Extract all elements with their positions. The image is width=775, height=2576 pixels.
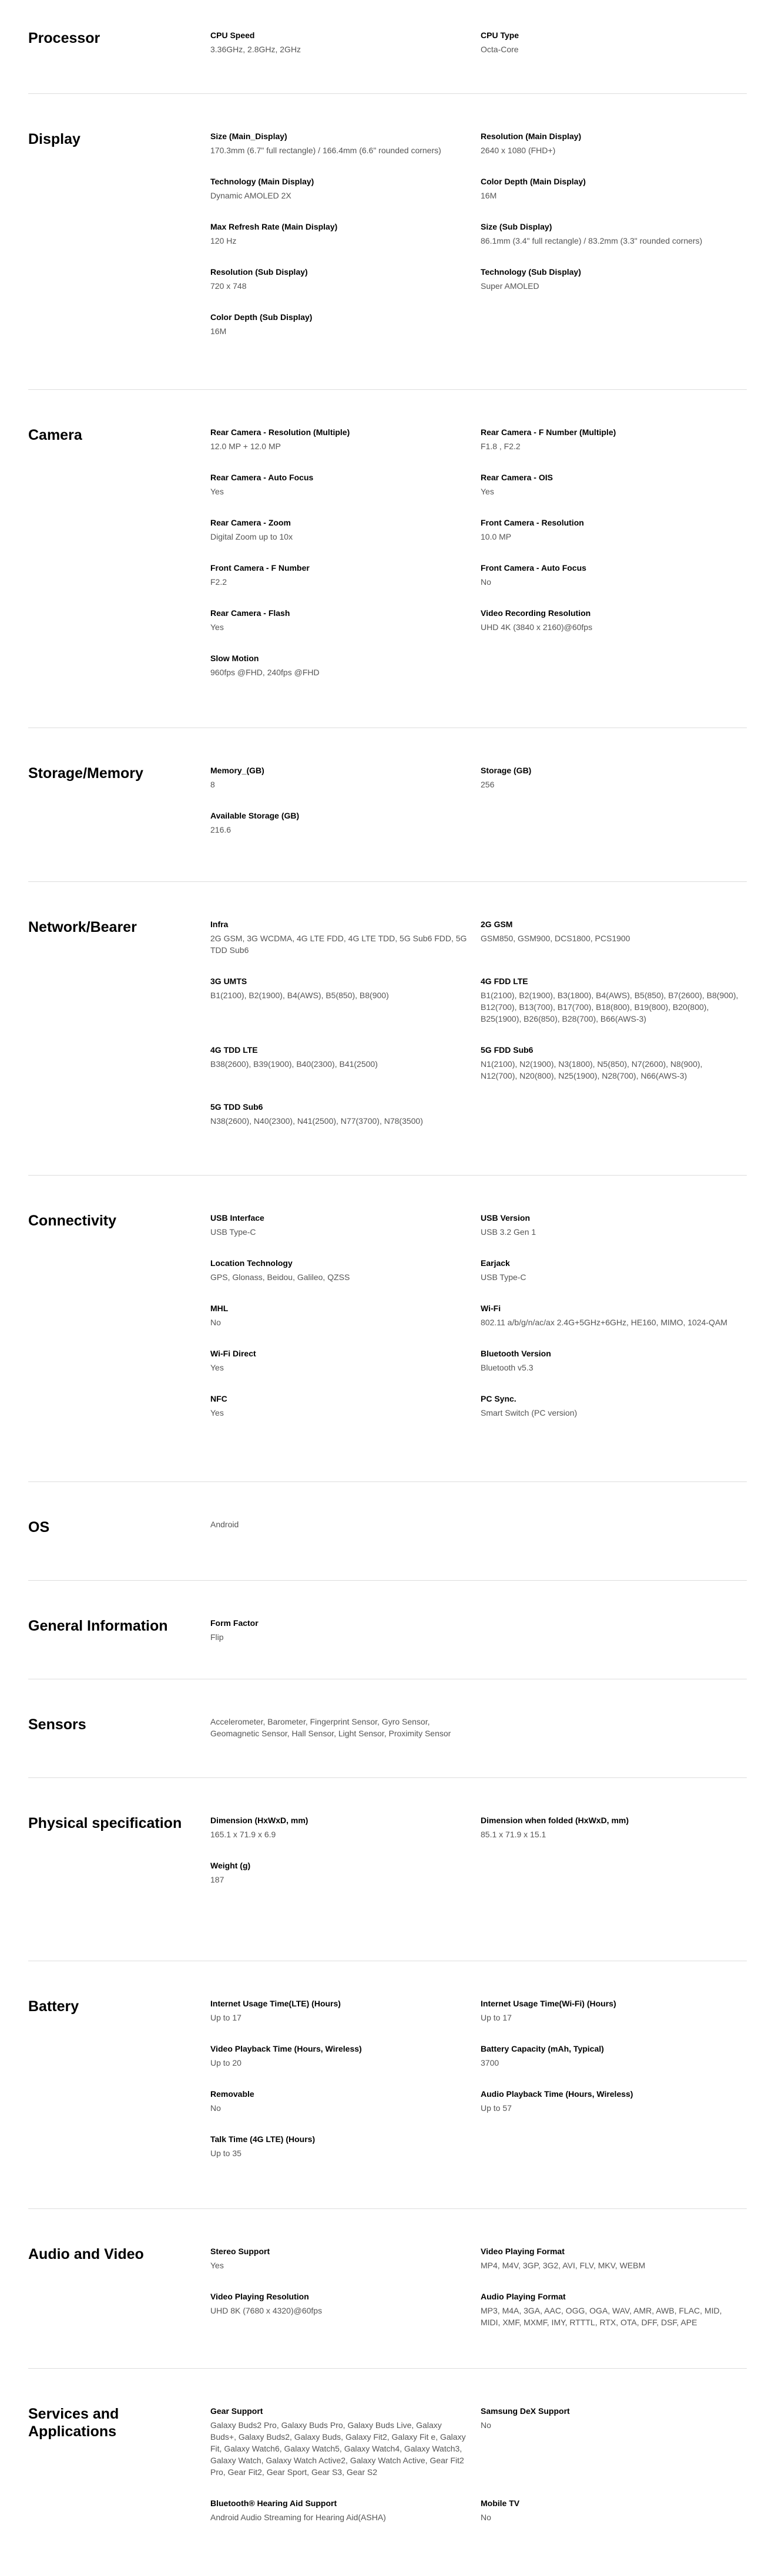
spec-list bbox=[210, 1212, 751, 1481]
spec-item bbox=[210, 311, 481, 356]
spec-value: 2640 x 1080 (FHD+) bbox=[481, 146, 556, 155]
spec-value: 256 bbox=[481, 780, 495, 789]
spec-item bbox=[210, 2405, 481, 2497]
spec-item bbox=[210, 918, 481, 975]
spec-item bbox=[481, 29, 751, 75]
spec-item bbox=[210, 176, 481, 221]
section-display bbox=[28, 94, 747, 390]
spec-label: Rear Camera - Resolution (Multiple) bbox=[210, 427, 350, 437]
spec-value: Up to 57 bbox=[481, 2103, 512, 2113]
spec-value: B1(2100), B2(1900), B3(1800), B4(AWS), B5(850), B7(2600), B8(900), B12(700), B13(700), B17(700), B18(800), B19(800), B20(800), B25(1900), B26(850), B28(700), B66(AWS-3) bbox=[481, 991, 739, 1023]
spec-label: USB Version bbox=[481, 1213, 531, 1223]
spec-label: Weight (g) bbox=[210, 1861, 251, 1870]
spec-item bbox=[481, 1212, 751, 1257]
spec-value: 2G GSM, 3G WCDMA, 4G LTE FDD, 4G LTE TDD, 5G Sub6 FDD, 5G TDD Sub6 bbox=[210, 934, 467, 955]
spec-list bbox=[210, 918, 751, 1175]
spec-label: Dimension (HxWxD, mm) bbox=[210, 1816, 308, 1825]
spec-label: PC Sync. bbox=[481, 1394, 516, 1403]
spec-item bbox=[481, 2405, 751, 2497]
spec-item bbox=[481, 176, 751, 221]
spec-list bbox=[210, 2245, 751, 2368]
spec-item bbox=[210, 1814, 481, 1860]
spec-item bbox=[210, 130, 481, 176]
spec-item bbox=[210, 975, 481, 1044]
spec-value: Super AMOLED bbox=[481, 281, 539, 291]
spec-value: Smart Switch (PC version) bbox=[481, 1408, 578, 1417]
spec-value: No bbox=[481, 2513, 491, 2522]
spec-value: 165.1 x 71.9 x 6.9 bbox=[210, 1830, 276, 1839]
spec-value: USB 3.2 Gen 1 bbox=[481, 1227, 536, 1237]
spec-list bbox=[210, 1518, 747, 1580]
spec-value: Galaxy Buds2 Pro, Galaxy Buds Pro, Galaxy Buds Live, Galaxy Buds+, Galaxy Buds2, Galaxy Buds, Galaxy Fit2, Galaxy Fit e, Galaxy Fit, Galaxy Watch6, Galaxy Watch5, Galaxy Watch4, Galaxy Watch3, Galaxy Watch, Galaxy Watch Active2, Galaxy Watch Active, Gear Fit2 Pro, Gear Fit2, Gear Sport, Gear S3, Gear S2 bbox=[210, 2420, 466, 2477]
spec-value: 187 bbox=[210, 1875, 224, 1884]
spec-value: USB Type-C bbox=[481, 1272, 526, 1282]
spec-value: UHD 4K (3840 x 2160)@60fps bbox=[481, 622, 593, 632]
spec-item bbox=[210, 1617, 481, 1662]
spec-label: Color Depth (Main Display) bbox=[481, 177, 586, 186]
section-storage-memory bbox=[28, 728, 747, 882]
spec-label: Rear Camera - Zoom bbox=[210, 518, 291, 527]
spec-value: Up to 17 bbox=[210, 2013, 241, 2022]
spec-value: GSM850, GSM900, DCS1800, PCS1900 bbox=[481, 934, 630, 943]
spec-value: 16M bbox=[210, 326, 227, 336]
spec-label: Audio Playback Time (Hours, Wireless) bbox=[481, 2089, 633, 2099]
spec-list bbox=[210, 1814, 751, 1961]
spec-label: Rear Camera - F Number (Multiple) bbox=[481, 427, 616, 437]
spec-item bbox=[210, 2497, 481, 2543]
spec-label: Color Depth (Sub Display) bbox=[210, 312, 313, 322]
spec-value: GPS, Glonass, Beidou, Galileo, QZSS bbox=[210, 1272, 350, 1282]
spec-label: Technology (Sub Display) bbox=[481, 267, 581, 277]
spec-value: Android Audio Streaming for Hearing Aid(ASHA) bbox=[210, 2513, 386, 2522]
spec-item bbox=[210, 29, 481, 75]
spec-item bbox=[481, 1998, 751, 2043]
section-title: Network/Bearer bbox=[28, 919, 137, 935]
spec-label: Wi-Fi Direct bbox=[210, 1349, 256, 1358]
spec-label: Audio Playing Format bbox=[481, 2292, 566, 2301]
spec-value: 216.6 bbox=[210, 825, 232, 834]
section-audio-and-video bbox=[28, 2209, 747, 2369]
spec-item bbox=[481, 1257, 751, 1302]
spec-item bbox=[481, 1044, 751, 1101]
spec-item bbox=[481, 2043, 751, 2088]
spec-item bbox=[210, 1998, 481, 2043]
section-physical-specification bbox=[28, 1778, 747, 1961]
spec-item bbox=[481, 517, 751, 562]
spec-item bbox=[481, 765, 751, 810]
spec-item bbox=[210, 2043, 481, 2088]
spec-item bbox=[210, 2291, 481, 2348]
spec-value: 12.0 MP + 12.0 MP bbox=[210, 442, 281, 451]
spec-item bbox=[481, 1302, 751, 1348]
spec-item bbox=[481, 2088, 751, 2133]
spec-label: Bluetooth® Hearing Aid Support bbox=[210, 2498, 337, 2508]
spec-value: USB Type-C bbox=[210, 1227, 256, 1237]
spec-value: 3700 bbox=[481, 2058, 499, 2067]
spec-value: 85.1 x 71.9 x 15.1 bbox=[481, 1830, 546, 1839]
spec-label: Internet Usage Time(Wi-Fi) (Hours) bbox=[481, 1999, 616, 2008]
section-general-information bbox=[28, 1581, 747, 1679]
spec-item bbox=[210, 221, 481, 266]
section-title: Battery bbox=[28, 1998, 79, 2015]
spec-value: Accelerometer, Barometer, Fingerprint Sensor, Gyro Sensor, Geomagnetic Sensor, Hall Sensor, Light Sensor, Proximity Sensor bbox=[210, 1717, 451, 1738]
spec-item bbox=[481, 2291, 751, 2348]
spec-sections bbox=[28, 0, 747, 2541]
spec-item bbox=[481, 975, 751, 1044]
spec-item bbox=[210, 765, 481, 810]
spec-value: 16M bbox=[481, 191, 497, 200]
section-os bbox=[28, 1482, 747, 1581]
section-title: Processor bbox=[28, 30, 100, 46]
spec-item bbox=[481, 266, 751, 311]
section-network-bearer bbox=[28, 882, 747, 1176]
spec-label: MHL bbox=[210, 1304, 229, 1313]
spec-value: No bbox=[481, 2420, 491, 2430]
spec-label: Form Factor bbox=[210, 1618, 259, 1628]
spec-label: Wi-Fi bbox=[481, 1304, 501, 1313]
spec-label: Stereo Support bbox=[210, 2247, 270, 2256]
spec-item bbox=[210, 1518, 481, 1550]
spec-item bbox=[210, 562, 481, 607]
spec-item bbox=[481, 1393, 751, 1438]
spec-list bbox=[210, 765, 751, 881]
spec-value: Yes bbox=[210, 1408, 224, 1417]
spec-item bbox=[210, 1860, 481, 1905]
spec-item bbox=[210, 426, 481, 472]
spec-item bbox=[210, 1302, 481, 1348]
spec-item bbox=[481, 472, 751, 517]
spec-label: 5G FDD Sub6 bbox=[481, 1045, 534, 1055]
spec-value: Flip bbox=[210, 1632, 224, 1642]
section-title: Audio and Video bbox=[28, 2246, 144, 2262]
spec-value: Up to 35 bbox=[210, 2149, 241, 2158]
spec-label: Rear Camera - Flash bbox=[210, 608, 290, 618]
spec-list bbox=[210, 29, 751, 93]
spec-value: Yes bbox=[210, 2261, 224, 2270]
spec-value: Up to 20 bbox=[210, 2058, 241, 2067]
section-camera bbox=[28, 390, 747, 728]
section-title: Connectivity bbox=[28, 1213, 117, 1229]
spec-item bbox=[481, 918, 751, 975]
spec-item bbox=[210, 810, 481, 855]
spec-item bbox=[481, 2497, 751, 2543]
spec-item bbox=[481, 221, 751, 266]
spec-item bbox=[210, 1257, 481, 1302]
spec-value: 720 x 748 bbox=[210, 281, 247, 291]
spec-label: USB Interface bbox=[210, 1213, 264, 1223]
spec-value: 86.1mm (3.4" full rectangle) / 83.2mm (3.3" rounded corners) bbox=[481, 236, 703, 245]
spec-value: UHD 8K (7680 x 4320)@60fps bbox=[210, 2306, 323, 2315]
spec-label: Removable bbox=[210, 2089, 254, 2099]
spec-item bbox=[210, 1716, 481, 1759]
section-title: Services and Applications bbox=[28, 2406, 119, 2440]
spec-item bbox=[481, 562, 751, 607]
spec-list bbox=[210, 2405, 751, 2541]
section-title: Storage/Memory bbox=[28, 765, 143, 782]
spec-label: CPU Speed bbox=[210, 31, 255, 40]
spec-value: MP4, M4V, 3GP, 3G2, AVI, FLV, MKV, WEBM bbox=[481, 2261, 646, 2270]
spec-item bbox=[210, 1212, 481, 1257]
spec-value: 960fps @FHD, 240fps @FHD bbox=[210, 668, 320, 677]
spec-value: F1.8 , F2.2 bbox=[481, 442, 521, 451]
spec-value: Dynamic AMOLED 2X bbox=[210, 191, 291, 200]
section-title: Sensors bbox=[28, 1716, 86, 1733]
spec-label: Slow Motion bbox=[210, 654, 259, 663]
spec-label: Infra bbox=[210, 920, 229, 929]
section-processor bbox=[28, 0, 747, 94]
spec-value: No bbox=[481, 577, 491, 587]
section-title: General Information bbox=[28, 1618, 168, 1634]
spec-item bbox=[210, 1044, 481, 1101]
spec-label: Max Refresh Rate (Main Display) bbox=[210, 222, 338, 231]
spec-label: Resolution (Sub Display) bbox=[210, 267, 308, 277]
spec-value: 3.36GHz, 2.8GHz, 2GHz bbox=[210, 45, 301, 54]
spec-list bbox=[210, 1998, 751, 2208]
spec-item bbox=[210, 517, 481, 562]
spec-item bbox=[210, 2088, 481, 2133]
spec-label: Video Recording Resolution bbox=[481, 608, 591, 618]
section-title: Physical specification bbox=[28, 1815, 182, 1831]
spec-item bbox=[210, 472, 481, 517]
spec-label: Technology (Main Display) bbox=[210, 177, 314, 186]
spec-item bbox=[210, 2133, 481, 2178]
spec-list bbox=[210, 1617, 751, 1679]
spec-label: 4G FDD LTE bbox=[481, 976, 528, 986]
spec-list bbox=[210, 1716, 747, 1777]
spec-value: 170.3mm (6.7" full rectangle) / 166.4mm (6.6" rounded corners) bbox=[210, 146, 441, 155]
spec-label: Video Playback Time (Hours, Wireless) bbox=[210, 2044, 362, 2053]
spec-value: Yes bbox=[210, 1363, 224, 1372]
spec-label: Location Technology bbox=[210, 1258, 293, 1268]
spec-label: Rear Camera - OIS bbox=[481, 473, 553, 482]
spec-label: Battery Capacity (mAh, Typical) bbox=[481, 2044, 604, 2053]
spec-value: B1(2100), B2(1900), B4(AWS), B5(850), B8(900) bbox=[210, 991, 389, 1000]
spec-label: Available Storage (GB) bbox=[210, 811, 300, 820]
spec-value: MP3, M4A, 3GA, AAC, OGG, OGA, WAV, AMR, AWB, FLAC, MID, MIDI, XMF, MXMF, IMY, RTTTL, RTX, OTA, DFF, DSF, APE bbox=[481, 2306, 722, 2327]
spec-label: 2G GSM bbox=[481, 920, 513, 929]
section-battery bbox=[28, 1961, 747, 2209]
spec-label: Front Camera - Resolution bbox=[481, 518, 584, 527]
spec-label: 5G TDD Sub6 bbox=[210, 1102, 263, 1112]
spec-value: B38(2600), B39(1900), B40(2300), B41(2500) bbox=[210, 1059, 378, 1069]
spec-label: Size (Main_Display) bbox=[210, 132, 287, 141]
spec-label: Dimension when folded (HxWxD, mm) bbox=[481, 1816, 629, 1825]
spec-value: 10.0 MP bbox=[481, 532, 512, 541]
spec-value: No bbox=[210, 1318, 221, 1327]
spec-label: Gear Support bbox=[210, 2406, 263, 2416]
spec-label: Talk Time (4G LTE) (Hours) bbox=[210, 2134, 316, 2144]
section-title: Camera bbox=[28, 427, 82, 443]
spec-item bbox=[481, 607, 751, 652]
spec-value: F2.2 bbox=[210, 577, 227, 587]
spec-label: Size (Sub Display) bbox=[481, 222, 552, 231]
spec-label: Bluetooth Version bbox=[481, 1349, 551, 1358]
spec-label: Video Playing Resolution bbox=[210, 2292, 309, 2301]
spec-label: Front Camera - F Number bbox=[210, 563, 310, 573]
spec-item bbox=[210, 266, 481, 311]
spec-item bbox=[481, 1348, 751, 1393]
spec-label: Video Playing Format bbox=[481, 2247, 565, 2256]
spec-item bbox=[210, 607, 481, 652]
spec-label: 4G TDD LTE bbox=[210, 1045, 258, 1055]
spec-value: Android bbox=[210, 1520, 239, 1529]
spec-label: Memory_(GB) bbox=[210, 766, 264, 775]
spec-label: Internet Usage Time(LTE) (Hours) bbox=[210, 1999, 341, 2008]
spec-list bbox=[210, 426, 751, 728]
spec-item bbox=[210, 652, 481, 698]
section-title: OS bbox=[28, 1519, 50, 1536]
section-services-and-applications bbox=[28, 2369, 747, 2541]
spec-label: NFC bbox=[210, 1394, 227, 1403]
spec-item bbox=[481, 1814, 751, 1860]
spec-item bbox=[210, 1393, 481, 1438]
spec-label: Front Camera - Auto Focus bbox=[481, 563, 586, 573]
spec-list bbox=[210, 130, 751, 389]
spec-label: CPU Type bbox=[481, 31, 519, 40]
section-connectivity bbox=[28, 1176, 747, 1482]
spec-value: Bluetooth v5.3 bbox=[481, 1363, 534, 1372]
spec-value: 120 Hz bbox=[210, 236, 237, 245]
spec-value: Yes bbox=[210, 622, 224, 632]
spec-label: Mobile TV bbox=[481, 2498, 520, 2508]
section-sensors bbox=[28, 1679, 747, 1778]
spec-value: Up to 17 bbox=[481, 2013, 512, 2022]
spec-value: N1(2100), N2(1900), N3(1800), N5(850), N7(2600), N8(900), N12(700), N20(800), N25(1900), N28(700), N66(AWS-3) bbox=[481, 1059, 703, 1080]
spec-value: Digital Zoom up to 10x bbox=[210, 532, 293, 541]
spec-item bbox=[210, 1348, 481, 1393]
spec-value: N38(2600), N40(2300), N41(2500), N77(3700), N78(3500) bbox=[210, 1116, 423, 1126]
spec-label: Earjack bbox=[481, 1258, 510, 1268]
spec-value: 802.11 a/b/g/n/ac/ax 2.4G+5GHz+6GHz, HE160, MIMO, 1024-QAM bbox=[481, 1318, 727, 1327]
spec-item bbox=[210, 2245, 481, 2291]
spec-item bbox=[481, 426, 751, 472]
spec-label: Samsung DeX Support bbox=[481, 2406, 570, 2416]
spec-item bbox=[481, 2245, 751, 2291]
spec-item bbox=[210, 1101, 481, 1146]
spec-value: 8 bbox=[210, 780, 215, 789]
spec-label: Rear Camera - Auto Focus bbox=[210, 473, 314, 482]
spec-label: Resolution (Main Display) bbox=[481, 132, 582, 141]
spec-item bbox=[481, 130, 751, 176]
spec-label: Storage (GB) bbox=[481, 766, 532, 775]
section-title: Display bbox=[28, 131, 80, 147]
spec-value: Yes bbox=[481, 487, 494, 496]
spec-label: 3G UMTS bbox=[210, 976, 247, 986]
spec-value: Octa-Core bbox=[481, 45, 519, 54]
spec-value: No bbox=[210, 2103, 221, 2113]
spec-value: Yes bbox=[210, 487, 224, 496]
